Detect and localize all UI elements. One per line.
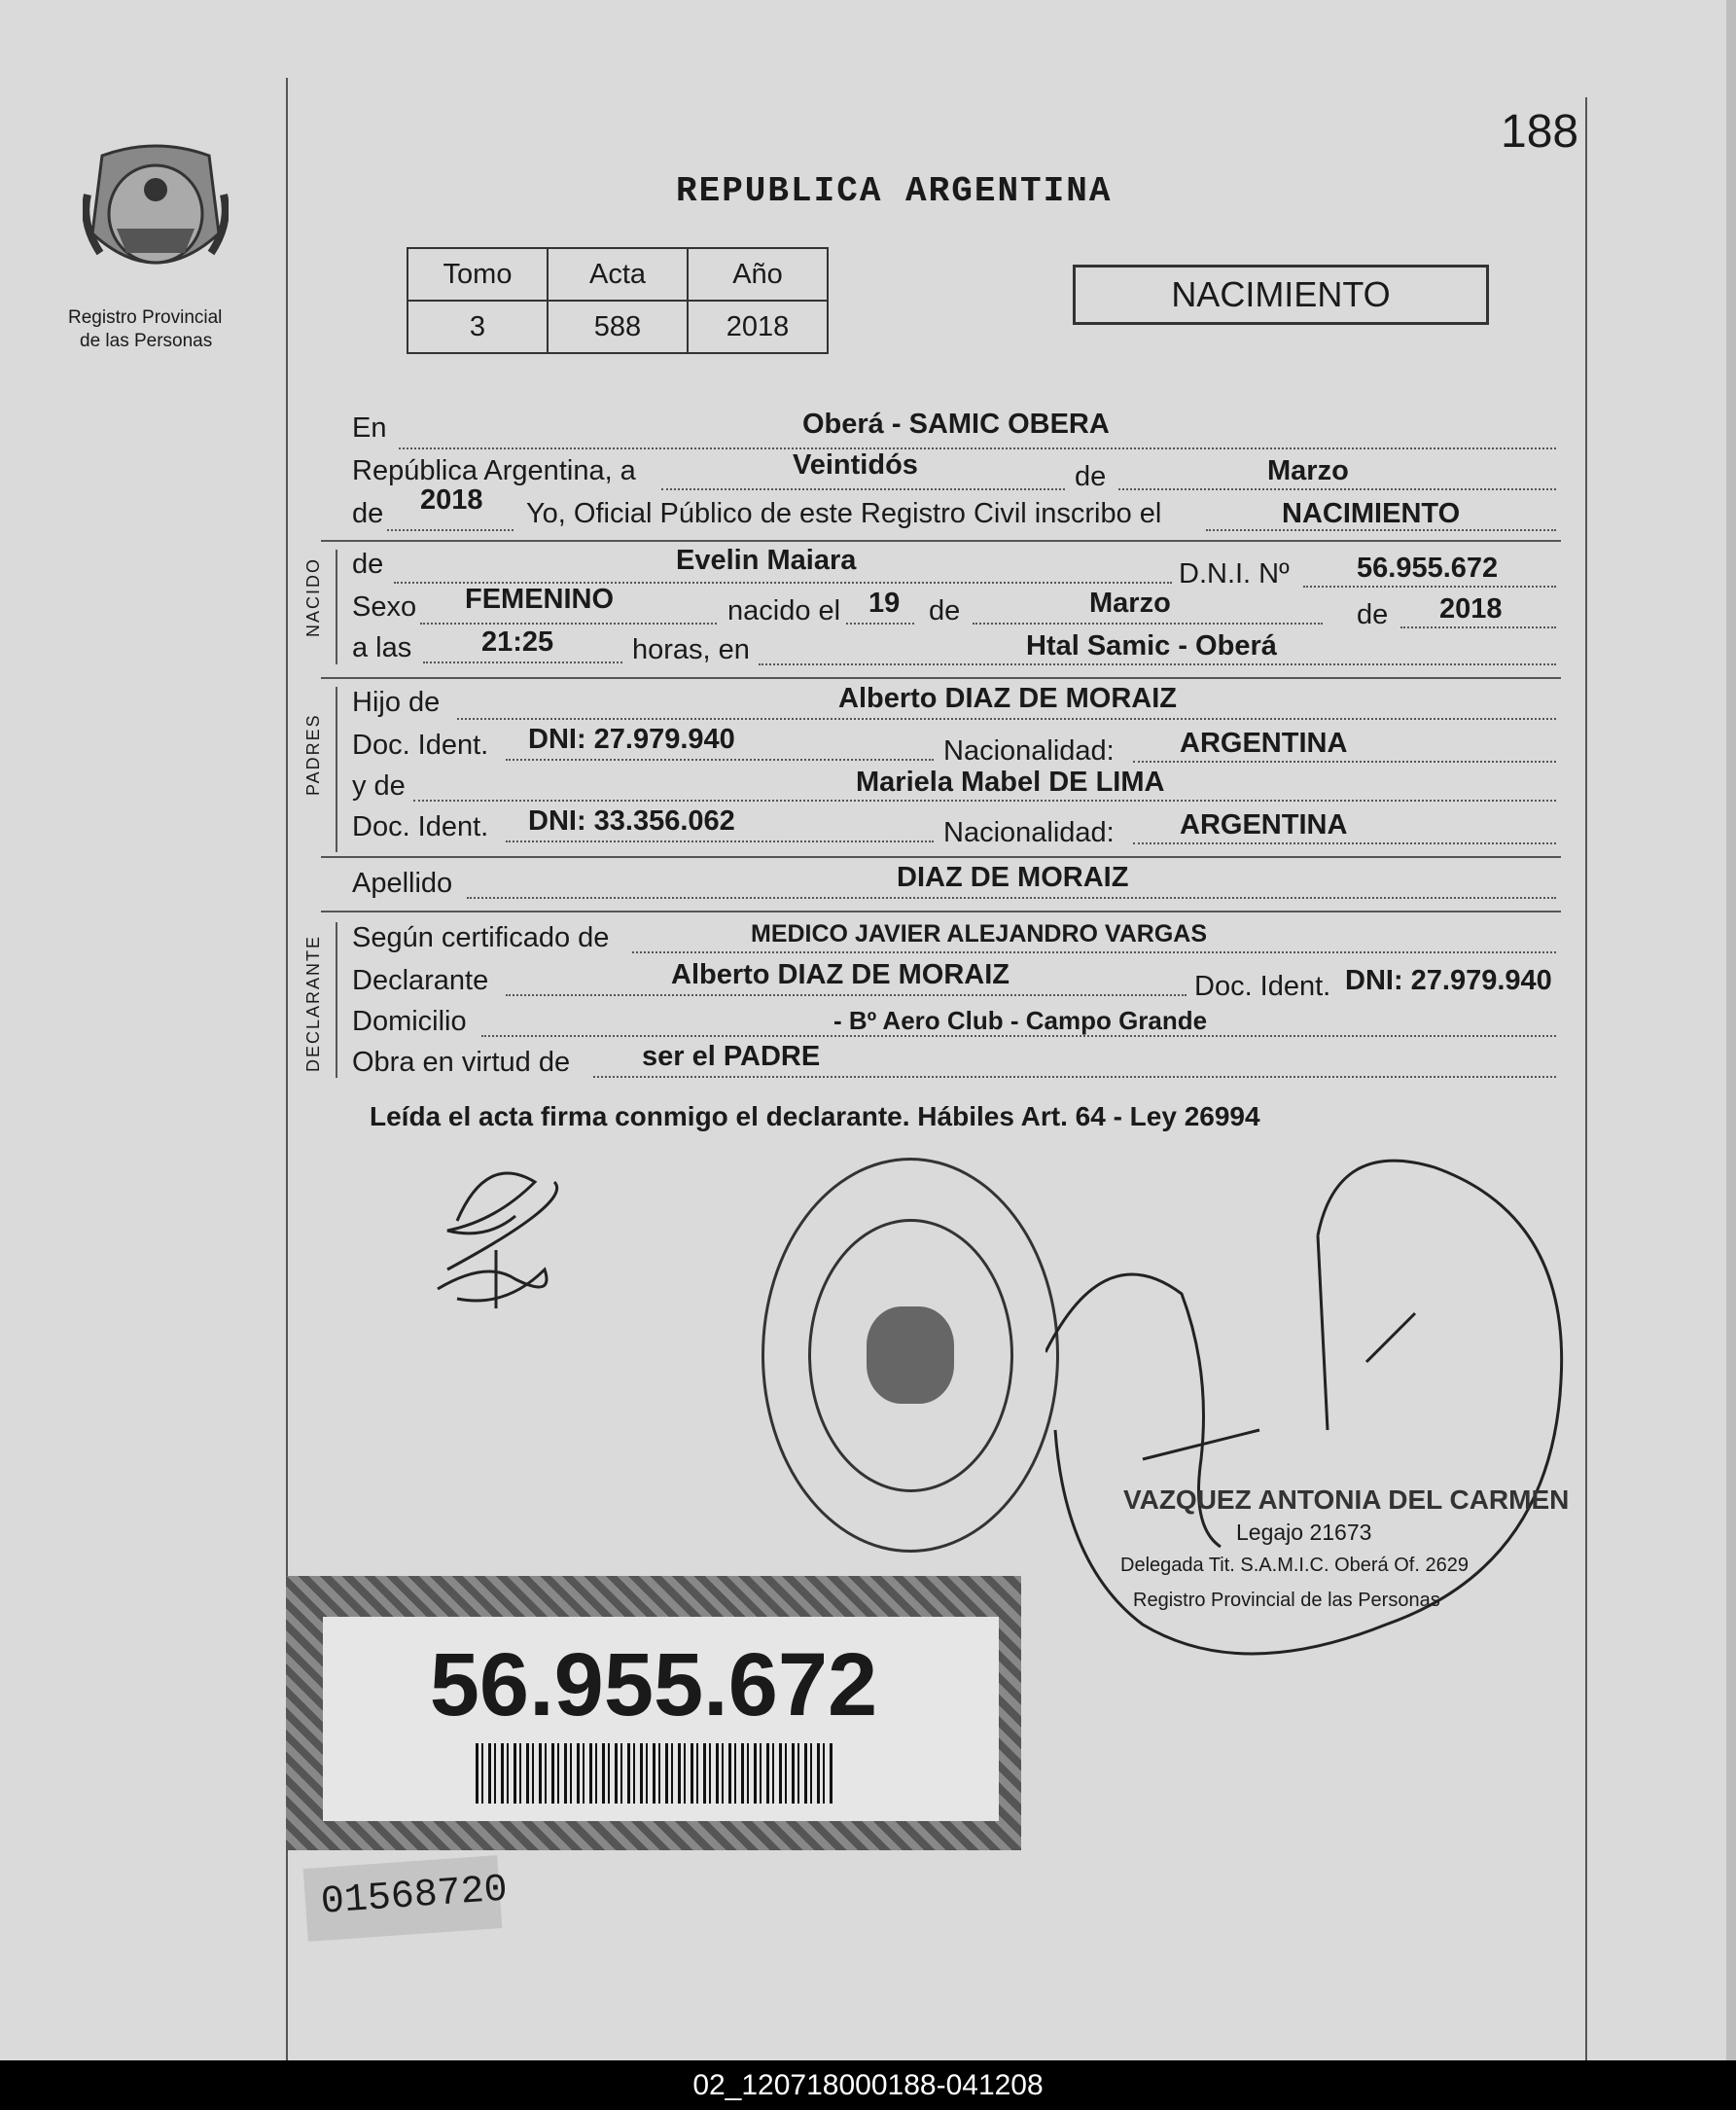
cert-label: Según certificado de	[352, 922, 610, 953]
mother-nationality: ARGENTINA	[1180, 809, 1348, 840]
intro-place: Oberá - SAMIC OBERA	[802, 409, 1110, 440]
republic-label: República Argentina, a	[352, 455, 636, 486]
intro-de-label: de	[1075, 461, 1107, 492]
mother-doc-label: Doc. Ident.	[352, 811, 489, 842]
value-acta: 588	[548, 301, 688, 353]
mother-doc: DNI: 33.356.062	[528, 805, 735, 837]
officer-legajo: Legajo 21673	[1236, 1520, 1372, 1545]
hijo-de-label: Hijo de	[352, 687, 441, 718]
decl-label: Declarante	[352, 965, 489, 996]
father-nationality: ARGENTINA	[1180, 728, 1348, 759]
province-seal-logo	[83, 136, 229, 302]
nacido-de-label: de	[352, 549, 384, 580]
father-nat-label: Nacionalidad:	[943, 735, 1115, 767]
child-name: Evelin Maiara	[676, 545, 857, 576]
nacido-el-label: nacido el	[727, 595, 841, 626]
officer-signature	[1045, 1138, 1590, 1722]
official-stamp	[762, 1158, 1059, 1553]
apellido-value: DIAZ DE MORAIZ	[897, 862, 1129, 893]
decl-doc: DNI: 27.979.940	[1345, 965, 1552, 996]
child-sex: FEMENINO	[465, 584, 615, 615]
nacido-de-label-2: de	[929, 595, 961, 626]
serial-stamp	[303, 1855, 510, 1942]
nacido-de-label-3: de	[1357, 599, 1389, 630]
intro-day: Veintidós	[793, 449, 918, 481]
intro-month: Marzo	[1267, 455, 1349, 486]
official-text: Yo, Oficial Público de este Registro Civil inscribo el	[526, 498, 1162, 529]
value-tomo: 3	[407, 301, 548, 353]
declarante-section-label: DECLARANTE	[303, 934, 323, 1072]
officer-name: VAZQUEZ ANTONIA DEL CARMEN	[1123, 1484, 1570, 1515]
footer-file-id: 02_120718000188-041208	[0, 2060, 1736, 2110]
birth-place: Htal Samic - Oberá	[1026, 630, 1277, 662]
intro-year: 2018	[420, 484, 483, 516]
sexo-label: Sexo	[352, 591, 417, 623]
father-doc-label: Doc. Ident.	[352, 730, 489, 761]
officer-office: Registro Provincial de las Personas	[1133, 1590, 1440, 1611]
header-acta: Acta	[548, 248, 688, 301]
record-table	[407, 247, 829, 354]
decl-doc-label: Doc. Ident.	[1194, 971, 1331, 1002]
father-doc: DNI: 27.979.940	[528, 724, 735, 755]
decl-value: Alberto DIAZ DE MORAIZ	[671, 959, 1010, 990]
intro-inscribes: NACIMIENTO	[1282, 498, 1461, 529]
country-title: REPUBLICA ARGENTINA	[676, 171, 1113, 211]
birth-day: 19	[868, 588, 901, 619]
logo-caption-line1: Registro Provincial	[68, 307, 223, 328]
birth-year: 2018	[1439, 593, 1503, 625]
padres-section-label: PADRES	[303, 713, 323, 796]
record-type-box: NACIMIENTO	[1073, 265, 1489, 325]
cert-value: MEDICO JAVIER ALEJANDRO VARGAS	[751, 920, 1208, 948]
serial-number: 01568720	[319, 1868, 510, 1925]
obra-value: ser el PADRE	[642, 1041, 821, 1072]
intro-de-label-2: de	[352, 498, 384, 529]
declarant-signature	[428, 1162, 593, 1318]
logo-caption-line2: de las Personas	[80, 331, 213, 351]
mother-nat-label: Nacionalidad:	[943, 817, 1115, 848]
officer-role: Delegada Tit. S.A.M.I.C. Oberá Of. 2629	[1120, 1555, 1469, 1576]
dni-sticker	[286, 1576, 1021, 1850]
a-las-label: a las	[352, 632, 412, 663]
dom-label: Domicilio	[352, 1006, 467, 1037]
dni-label: D.N.I. Nº	[1179, 558, 1290, 590]
barcode	[476, 1743, 835, 1804]
page-number: 188	[1501, 106, 1579, 158]
apellido-label: Apellido	[352, 868, 453, 899]
birth-time: 21:25	[481, 626, 554, 658]
y-de-label: y de	[352, 770, 406, 802]
en-label: En	[352, 412, 387, 444]
page-edge	[1726, 0, 1736, 2060]
closing-statement: Leída el acta firma conmigo el declarante. Hábiles Art. 64 - Ley 26994	[370, 1101, 1260, 1131]
sticker-dni-number: 56.955.672	[429, 1635, 878, 1734]
obra-label: Obra en virtud de	[352, 1047, 571, 1078]
header-anio: Año	[688, 248, 828, 301]
value-anio: 2018	[688, 301, 828, 353]
nacido-section-label: NACIDO	[303, 556, 323, 637]
birth-month: Marzo	[1089, 588, 1171, 619]
header-tomo: Tomo	[407, 248, 548, 301]
child-dni: 56.955.672	[1357, 553, 1499, 584]
horas-label: horas, en	[632, 634, 750, 665]
dom-value: - Bº Aero Club - Campo Grande	[833, 1006, 1208, 1035]
right-margin-line	[1585, 97, 1587, 2062]
father-name: Alberto DIAZ DE MORAIZ	[838, 683, 1177, 714]
stamp-emblem	[867, 1306, 954, 1404]
mother-name: Mariela Mabel DE LIMA	[856, 767, 1165, 798]
